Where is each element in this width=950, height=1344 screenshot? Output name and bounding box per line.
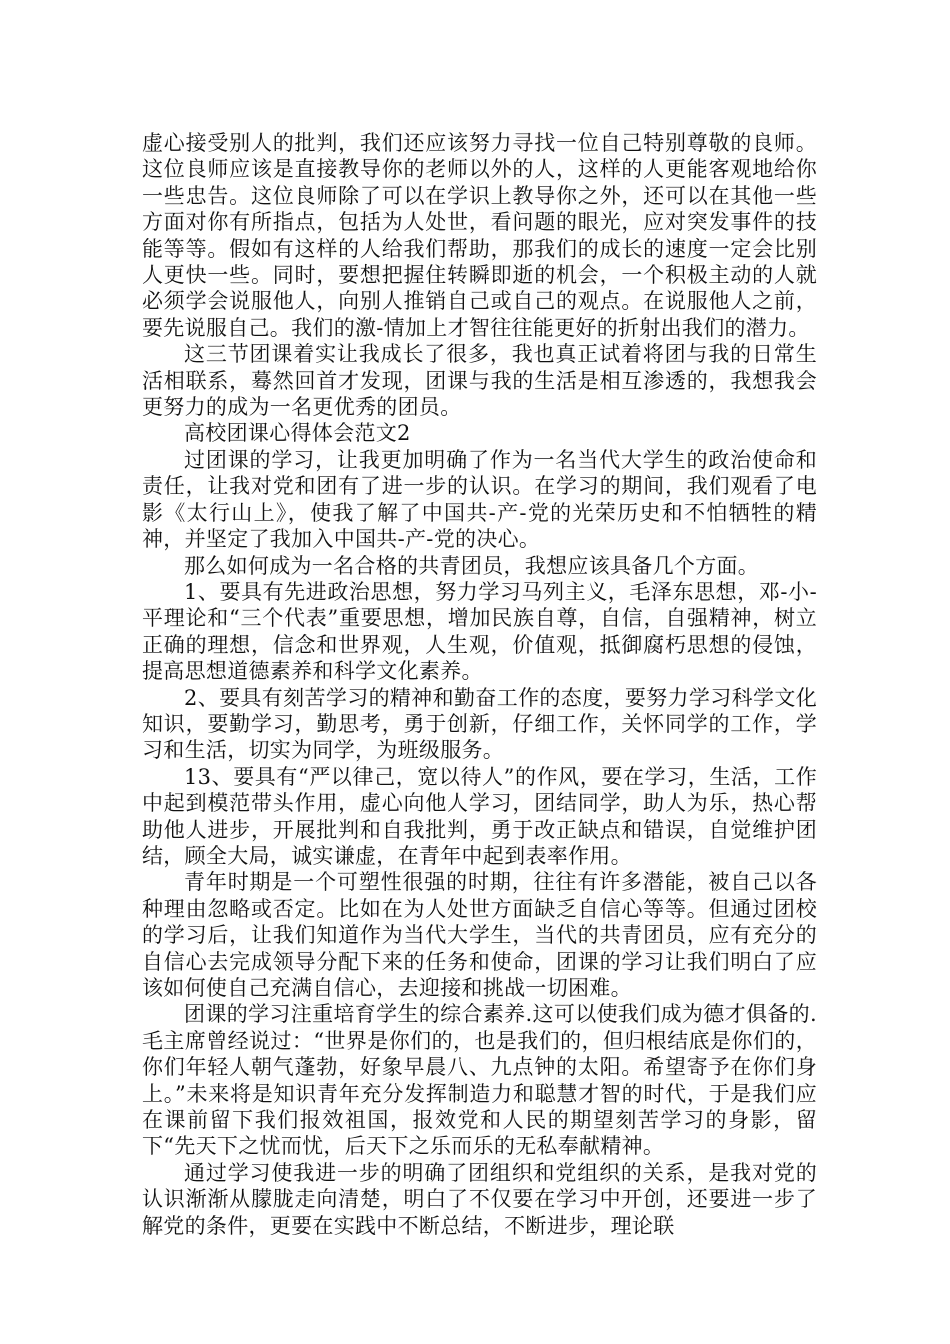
paragraph-1: 虚心接受别人的批判，我们还应该努力寻找一位自己特别尊敬的良师。这位良师应该是直接教导你的老师以外的人，这样的人更能客观地给你一些忠告。这位良师除了可以在学识上教导你之外，还可以在其他一些方面对你有所指点，包括为人处世，看问题的眼光，应对突发事件的技能等等。假如有这样的人给我们帮助，那我们的成长的速度一定会比别人更快一些。同时，要想把握住转瞬即逝的机会，一个积极主动的人就必须学会说服他人，向别人推销自己或自己的观点。在说服他人之前，要先说服自己。我们的激-情加上才智往往能更好的折射出我们的潜力。 xyxy=(142,131,817,340)
paragraph-6: 2、要具有刻苦学习的精神和勤奋工作的态度，要努力学习科学文化知识，要勤学习，勤思考，勇于创新，仔细工作，关怀同学的工作，学习和生活，切实为同学，为班级服务。 xyxy=(142,685,817,763)
paragraph-8: 青年时期是一个可塑性很强的时期，往往有许多潜能，被自己以各种理由忽略或否定。比如在为人处世方面缺乏自信心等等。但通过团校的学习后，让我们知道作为当代大学生，当代的共青团员，应有充分的自信心去完成领导分配下来的任务和使命，团课的学习让我们明白了应该如何使自己充满自信心，去迎接和挑战一切困难。 xyxy=(142,870,817,1000)
paragraph-4: 那么如何成为一名合格的共青团员，我想应该具备几个方面。 xyxy=(184,553,760,578)
section-heading: 高校团课心得体会范文2 xyxy=(184,421,411,446)
paragraph-10: 通过学习使我进一步的明确了团组织和党组织的关系，是我对党的认识渐渐从朦胧走向清楚，明白了不仅要在学习中开创，还要进一步了解党的条件，更要在实践中不断总结，不断进步，理论联 xyxy=(142,1160,817,1238)
paragraph-9: 团课的学习注重培育学生的综合素养.这可以使我们成为德才俱备的.毛主席曾经说过：“世界是你们的，也是我们的，但归根结底是你们的，你们年轻人朝气蓬勃，好象早晨八、九点钟的太阳。希望寄予在你们身上。”未来将是知识青年充分发挥制造力和聪慧才智的时代，于是我们应在课前留下我们报效祖国，报效党和人民的期望刻苦学习的身影，留下“先天下之忧而忧，后天下之乐而乐的无私奉献精神。 xyxy=(142,1002,817,1159)
document-body xyxy=(142,130,817,1239)
paragraph-2: 这三节团课着实让我成长了很多，我也真正试着将团与我的日常生活相联系，蓦然回首才发现，团课与我的生活是相互渗透的，我想我会更努力的成为一名更优秀的团员。 xyxy=(142,342,817,420)
paragraph-3: 过团课的学习，让我更加明确了作为一名当代大学生的政治使命和责任，让我对党和团有了进一步的认识。在学习的期间，我们观看了电影《太行山上》，使我了解了中国共-产-党的光荣历史和不怕牺牲的精神，并坚定了我加入中国共-产-党的决心。 xyxy=(142,447,817,552)
paragraph-7: 13、要具有“严以律己，宽以待人”的作风，要在学习，生活，工作中起到模范带头作用，虚心向他人学习，团结同学，助人为乐，热心帮助他人进步，开展批判和自我批判，勇于改正缺点和错误，自觉维护团结，顾全大局，诚实谦虚，在青年中起到表率作用。 xyxy=(142,764,817,868)
paragraph-5: 1、要具有先进政治思想，努力学习马列主义，毛泽东思想，邓-小-平理论和“三个代表”重要思想，增加民族自尊，自信，自强精神，树立正确的理想，信念和世界观，人生观，价值观，抵御腐朽思想的侵蚀，提高思想道德素养和科学文化素养。 xyxy=(142,579,817,684)
